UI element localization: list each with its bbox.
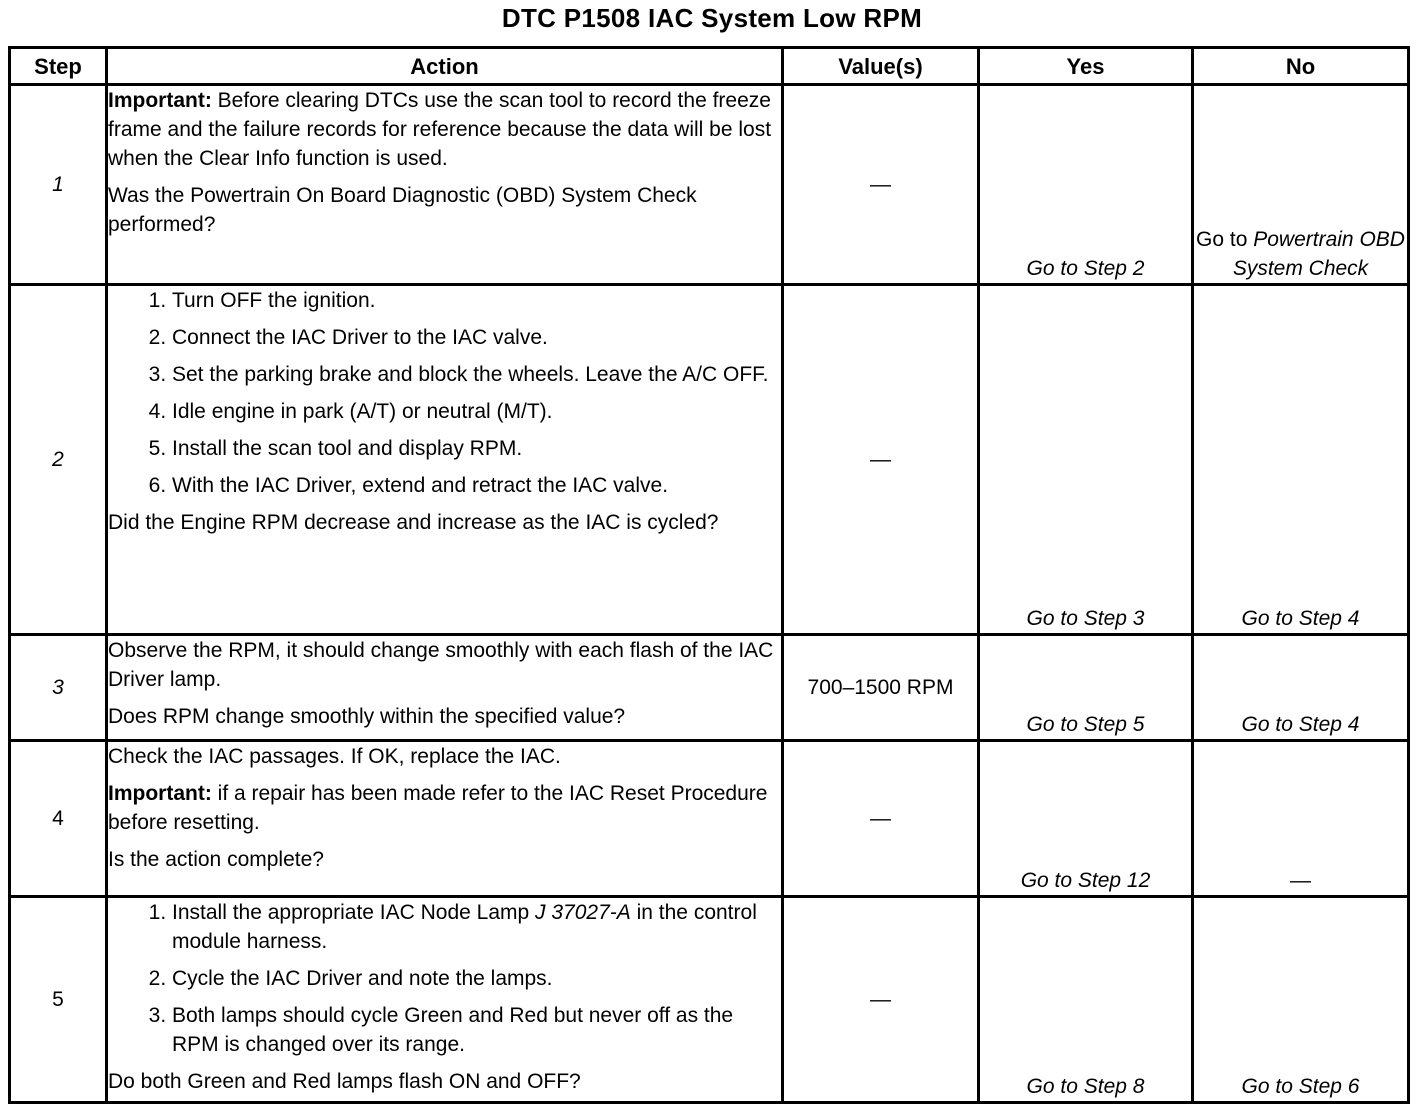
step-number: 2 — [10, 285, 107, 635]
no-cell: Go to Step 4 — [1193, 285, 1409, 635]
action-cell — [107, 897, 783, 1103]
no-cell: — — [1193, 741, 1409, 897]
header-no: No — [1193, 48, 1409, 85]
table-row — [10, 897, 1409, 1103]
instruction-text: Observe the RPM, it should change smoothly with each flash of the IAC Driver lamp. — [108, 639, 774, 691]
header-yes: Yes — [979, 48, 1193, 85]
important-note — [108, 86, 781, 173]
list-item: 2. Cycle the IAC Driver and note the lamps. — [172, 964, 781, 993]
value-cell: — — [783, 897, 979, 1103]
no-prefix: Go to — [1196, 228, 1254, 251]
no-cell: Go to Step 4 — [1193, 635, 1409, 741]
no-cell: Go to Step 6 — [1193, 897, 1409, 1103]
important-label: Important: — [108, 782, 212, 805]
tool-number: J 37027-A — [535, 901, 631, 924]
instruction-text: Check the IAC passages. If OK, replace the IAC. — [108, 745, 561, 768]
yes-cell: Go to Step 5 — [979, 635, 1193, 741]
action-cell — [107, 741, 783, 897]
list-item: 1. Turn OFF the ignition. — [172, 286, 781, 315]
step-number: 1 — [10, 85, 107, 285]
table-row — [10, 285, 1409, 635]
list-item: 6. With the IAC Driver, extend and retract the IAC valve. — [172, 471, 781, 500]
important-note — [108, 779, 781, 837]
step-number: 5 — [10, 897, 107, 1103]
list-item: 5. Install the scan tool and display RPM. — [172, 434, 781, 463]
table-row — [10, 85, 1409, 285]
important-text: Before clearing DTCs use the scan tool to record the freeze frame and the failure records for reference because the data will be lost when the Clear Info function is used. — [108, 89, 772, 170]
list-item: 2. Connect the IAC Driver to the IAC valve. — [172, 323, 781, 352]
procedure-list — [108, 286, 781, 500]
yes-cell: Go to Step 3 — [979, 285, 1193, 635]
step-number: 3 — [10, 635, 107, 741]
procedure-list — [108, 898, 781, 1059]
table-row — [10, 635, 1409, 741]
yes-cell: Go to Step 8 — [979, 897, 1193, 1103]
important-label: Important: — [108, 89, 212, 112]
list-item: 3. Set the parking brake and block the wheels. Leave the A/C OFF. — [172, 360, 781, 389]
diagnostic-table — [8, 46, 1410, 1104]
list-item-text: Install the appropriate IAC Node Lamp — [172, 901, 536, 924]
header-row — [10, 48, 1409, 85]
no-link-text: Powertrain OBD System Check — [1232, 228, 1405, 280]
no-cell — [1193, 85, 1409, 285]
value-cell: — — [783, 741, 979, 897]
list-item — [172, 898, 781, 956]
question-text: Is the action complete? — [108, 848, 324, 871]
action-cell — [107, 285, 783, 635]
list-item-text: in the control module harness. — [172, 901, 757, 953]
question-text: Did the Engine RPM decrease and increase as the IAC is cycled? — [108, 511, 719, 534]
question-text: Was the Powertrain On Board Diagnostic (OBD) System Check performed? — [108, 184, 697, 236]
step-number: 4 — [10, 741, 107, 897]
value-cell: 700–1500 RPM — [783, 635, 979, 741]
page-title: DTC P1508 IAC System Low RPM — [501, 3, 923, 33]
table-row — [10, 741, 1409, 897]
question-text: Does RPM change smoothly within the specified value? — [108, 705, 626, 728]
list-item: 4. Idle engine in park (A/T) or neutral (M/T). — [172, 397, 781, 426]
header-step: Step — [10, 48, 107, 85]
yes-cell: Go to Step 12 — [979, 741, 1193, 897]
value-cell: — — [783, 285, 979, 635]
value-cell: — — [783, 85, 979, 285]
question-text: Do both Green and Red lamps flash ON and OFF? — [108, 1070, 581, 1093]
action-cell — [107, 635, 783, 741]
action-cell — [107, 85, 783, 285]
important-text: if a repair has been made refer to the IAC Reset Procedure before resetting. — [108, 782, 768, 834]
yes-cell: Go to Step 2 — [979, 85, 1193, 285]
header-values: Value(s) — [783, 48, 979, 85]
list-item: 3. Both lamps should cycle Green and Red but never off as the RPM is changed over its range. — [172, 1001, 781, 1059]
header-action: Action — [107, 48, 783, 85]
